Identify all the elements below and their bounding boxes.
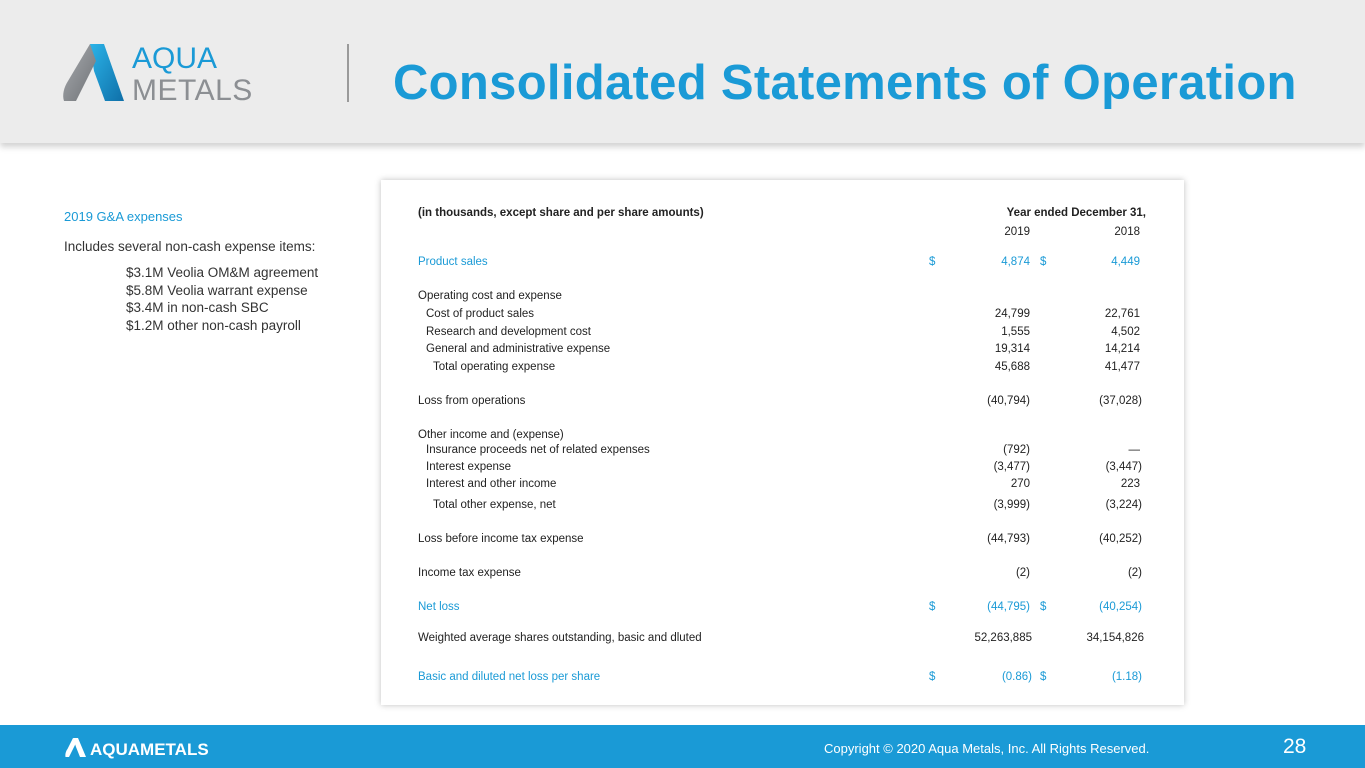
value-2018: (40,254): [1099, 601, 1142, 613]
value-2018: (2): [1127, 567, 1142, 579]
value-2018: 4,502: [1111, 326, 1140, 338]
svg-text:AQUA: AQUA: [132, 43, 218, 75]
value-2019: 19,314: [994, 343, 1030, 355]
row-label-insurance: Insurance proceeds net of related expenses: [426, 444, 650, 456]
row-label-rnd: Research and development cost: [426, 326, 591, 338]
currency-symbol: $: [1040, 671, 1047, 683]
value-2019: (3,477): [993, 461, 1030, 473]
value-2019: 4,874: [1001, 256, 1030, 268]
value-2019: (44,795): [987, 601, 1030, 613]
svg-text:METALS: METALS: [132, 74, 253, 103]
page-number: 28: [1283, 735, 1307, 758]
value-2019: (0.86): [1001, 671, 1032, 683]
value-2018: (40,252): [1099, 533, 1142, 545]
value-2018: 14,214: [1104, 343, 1140, 355]
value-2018: 41,477: [1104, 361, 1140, 373]
notes-item: $5.8M Veolia warrant expense: [126, 282, 308, 298]
page-title: Consolidated Statements of Operation: [393, 56, 1297, 110]
value-2018: (3,447): [1105, 461, 1142, 473]
value-2019: 1,555: [1001, 326, 1030, 338]
row-label-total-opex: Total operating expense: [433, 361, 556, 373]
row-label-interest-expense: Interest expense: [426, 461, 512, 473]
row-label-product-sales: Product sales: [418, 256, 488, 268]
value-2019: 45,688: [994, 361, 1030, 373]
value-2019: 270: [1010, 478, 1030, 490]
statement-panel: [381, 180, 1184, 705]
notes-intro: Includes several non-cash expense items:: [64, 239, 316, 254]
ga-notes: [64, 209, 318, 334]
row-label-cost-of-sales: Cost of product sales: [426, 308, 535, 320]
currency-symbol: $: [1040, 601, 1047, 613]
units-label: (in thousands, except share and per share amounts): [418, 207, 704, 219]
currency-symbol: $: [1040, 256, 1047, 268]
value-2018: (37,028): [1099, 395, 1142, 407]
row-label-gna: General and administrative expense: [426, 343, 611, 355]
row-label-loss-before-tax: Loss before income tax expense: [418, 533, 584, 545]
copyright-text: Copyright © 2020 Aqua Metals, Inc. All Rights Reserved.: [824, 741, 1150, 756]
row-label-opex-heading: Operating cost and expense: [418, 290, 562, 302]
value-2019: (3,999): [993, 499, 1030, 511]
value-2019: (44,793): [987, 533, 1030, 545]
value-2019: (792): [1003, 444, 1030, 456]
value-2019: (2): [1015, 567, 1030, 579]
currency-symbol: $: [929, 601, 936, 613]
notes-heading: 2019 G&A expenses: [64, 209, 183, 224]
value-2019: 52,263,885: [974, 632, 1032, 644]
row-label-net-loss: Net loss: [418, 601, 460, 613]
value-2018: (3,224): [1105, 499, 1142, 511]
year-2019-header: 2019: [1004, 226, 1030, 238]
value-2018: 4,449: [1111, 256, 1140, 268]
value-2018: 223: [1120, 478, 1140, 490]
currency-symbol: $: [929, 256, 936, 268]
row-label-other-heading: Other income and (expense): [418, 429, 564, 441]
notes-item: $1.2M other non-cash payroll: [126, 317, 301, 333]
row-label-interest-income: Interest and other income: [426, 478, 557, 490]
row-label-total-other: Total other expense, net: [433, 499, 556, 511]
value-2019: 24,799: [994, 308, 1030, 320]
notes-item: $3.4M in non-cash SBC: [126, 300, 269, 315]
row-label-weighted-shares: Weighted average shares outstanding, basic and dluted: [418, 632, 702, 644]
notes-item: $3.1M Veolia OM&M agreement: [126, 265, 319, 280]
value-2018: 34,154,826: [1086, 632, 1144, 644]
slide-header: [0, 0, 1365, 143]
period-label: Year ended December 31,: [1006, 207, 1146, 219]
row-label-income-tax: Income tax expense: [418, 567, 521, 579]
row-label-eps: Basic and diluted net loss per share: [418, 671, 601, 683]
footer-logo: [65, 737, 245, 759]
currency-symbol: $: [929, 671, 936, 683]
header-divider: [347, 44, 349, 102]
aqua-metals-logo: [62, 43, 307, 103]
value-2018: —: [1128, 444, 1140, 456]
year-2018-header: 2018: [1114, 226, 1140, 238]
svg-text:AQUAMETALS: AQUAMETALS: [90, 740, 209, 759]
value-2018: 22,761: [1104, 308, 1140, 320]
value-2019: (40,794): [987, 395, 1030, 407]
value-2018: (1.18): [1111, 671, 1142, 683]
row-label-loss-from-operations: Loss from operations: [418, 395, 526, 407]
